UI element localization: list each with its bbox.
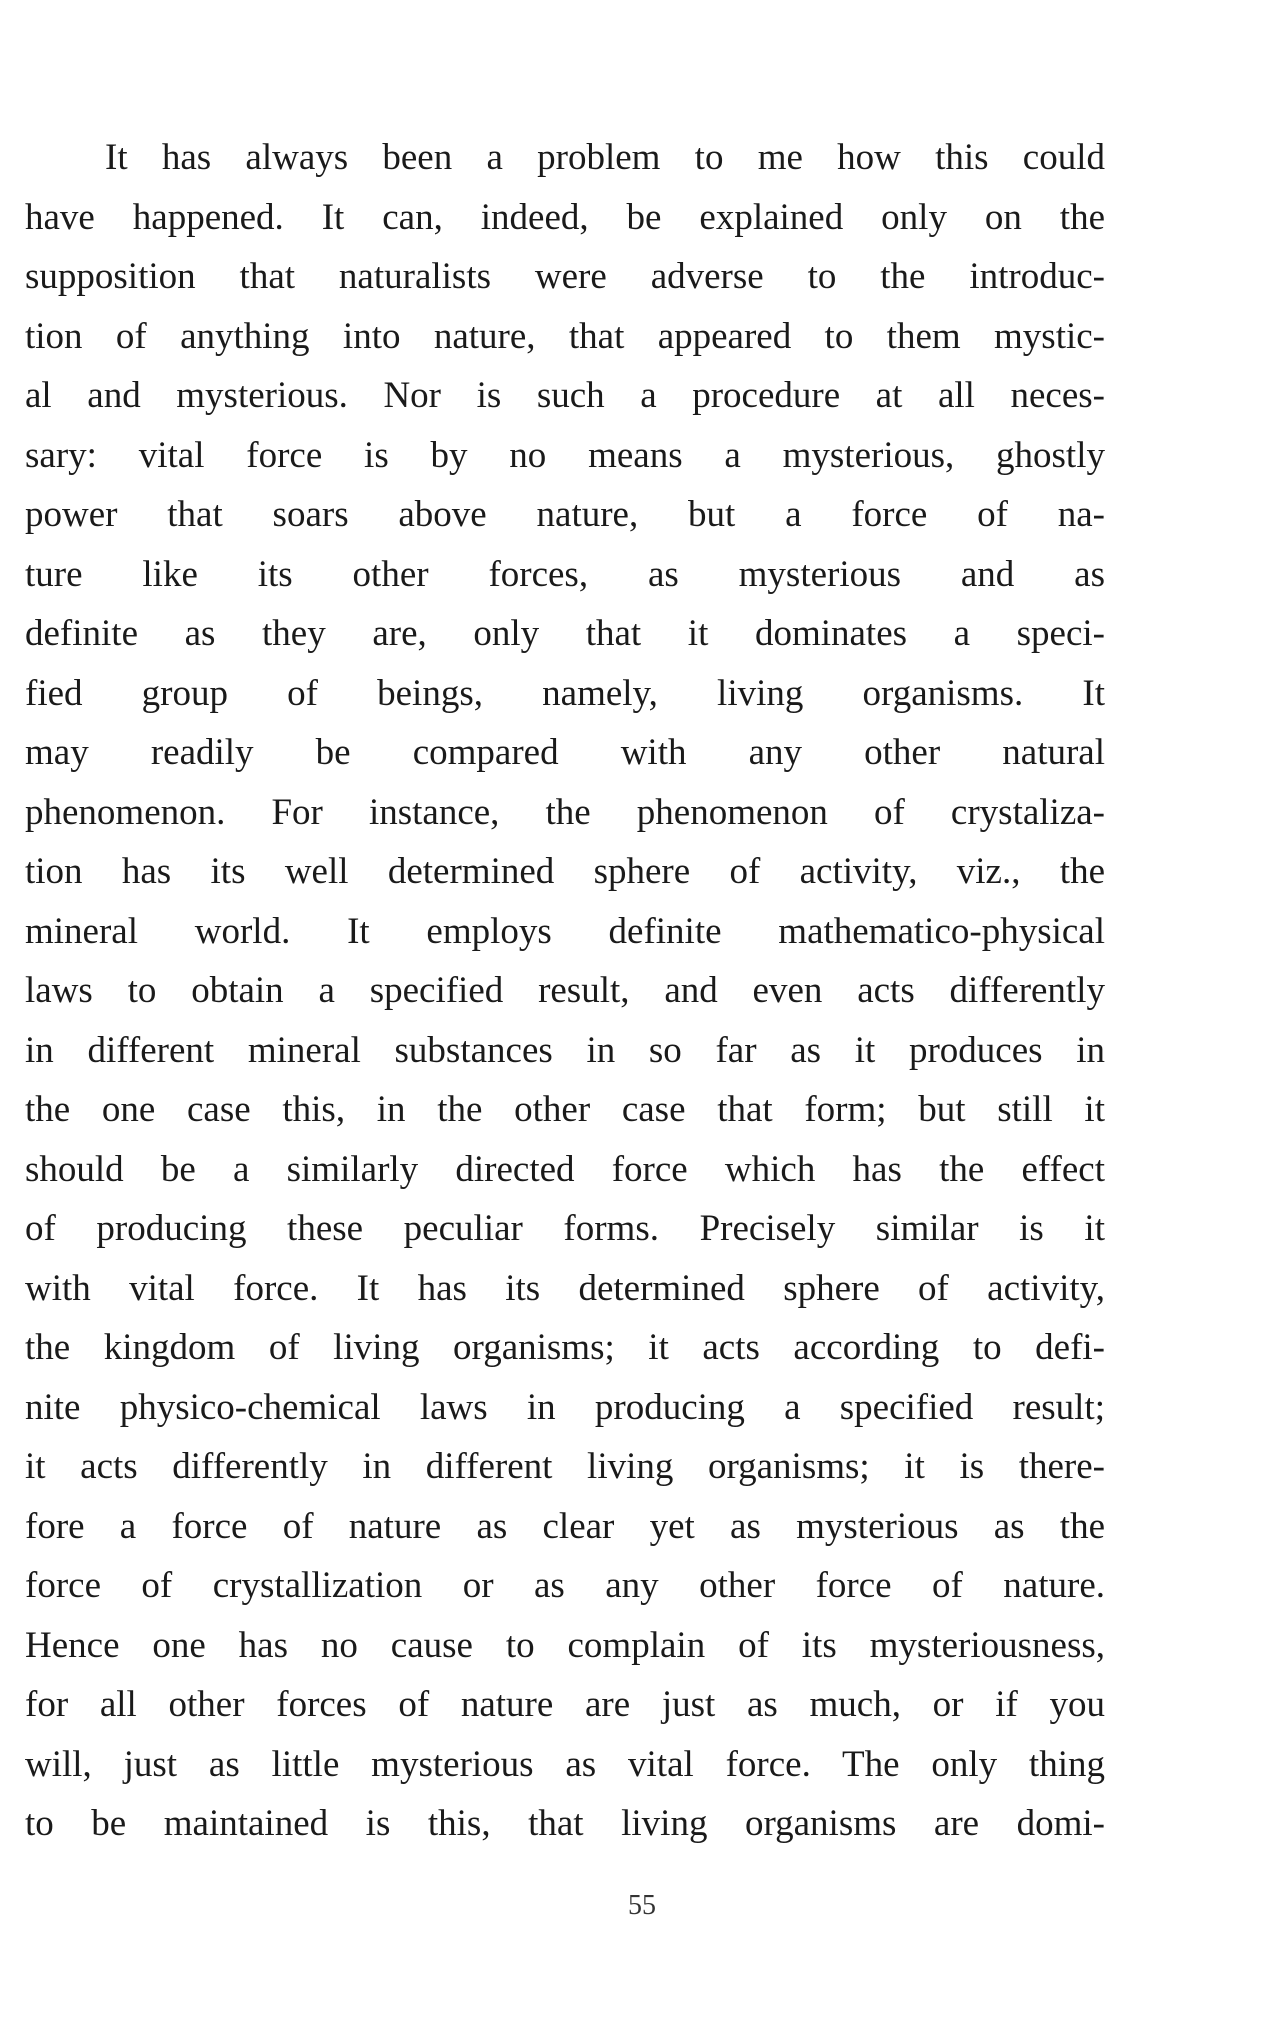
paragraph-line: to be maintained is this, that living organisms are domi-: [25, 1803, 1105, 1844]
paragraph-line: laws to obtain a specified result, and even acts differently: [25, 970, 1105, 1011]
paragraph-line: ture like its other forces, as mysterious and as: [25, 553, 1105, 595]
paragraph-line: phenomenon. For instance, the phenomenon of crystaliza-: [25, 791, 1105, 833]
paragraph: [25, 128, 1105, 1854]
paragraph-line: Hence one has no cause to complain of its mysteriousness,: [25, 1624, 1105, 1666]
paragraph-line: the kingdom of living organisms; it acts according to defi-: [25, 1327, 1105, 1368]
page-number: 55: [628, 1890, 656, 1921]
paragraph-line: with vital force. It has its determined sphere of activity,: [25, 1267, 1105, 1309]
paragraph-line: fore a force of nature as clear yet as mysterious as the: [25, 1505, 1105, 1547]
paragraph-line: have happened. It can, indeed, be explained only on the: [25, 196, 1105, 238]
paragraph-line: the one case this, in the other case that form; but still it: [25, 1089, 1105, 1130]
paragraph-line: tion has its well determined sphere of activity, viz., the: [25, 851, 1105, 892]
paragraph-line: definite as they are, only that it dominates a speci-: [25, 613, 1105, 654]
paragraph-line: nite physico-chemical laws in producing a specified result;: [25, 1386, 1105, 1428]
paragraph-line: al and mysterious. Nor is such a procedure at all neces-: [25, 375, 1105, 416]
paragraph-line: should be a similarly directed force which has the effect: [25, 1148, 1105, 1190]
paragraph-line: may readily be compared with any other natural: [25, 732, 1105, 773]
paragraph-line: of producing these peculiar forms. Precisely similar is it: [25, 1208, 1105, 1249]
paragraph-line: for all other forces of nature are just as much, or if you: [25, 1684, 1105, 1725]
paragraph-line: fied group of beings, namely, living organisms. It: [25, 672, 1105, 714]
paragraph-line: will, just as little mysterious as vital force. The only thing: [25, 1743, 1105, 1785]
paragraph-line: it acts differently in different living organisms; it is there-: [25, 1446, 1105, 1487]
paragraph-line: It has always been a problem to me how this could: [105, 137, 1105, 178]
paragraph-line: force of crystallization or as any other force of nature.: [25, 1565, 1105, 1606]
paragraph-line: power that soars above nature, but a force of na-: [25, 494, 1105, 535]
paragraph-line: supposition that naturalists were adverse to the introduc-: [25, 256, 1105, 297]
paragraph-line: tion of anything into nature, that appeared to them mystic-: [25, 315, 1105, 357]
paragraph-line: sary: vital force is by no means a mysterious, ghostly: [25, 434, 1105, 476]
paragraph-line: mineral world. It employs definite mathematico-physical: [25, 910, 1105, 952]
paragraph-line: in different mineral substances in so far as it produces in: [25, 1029, 1105, 1071]
